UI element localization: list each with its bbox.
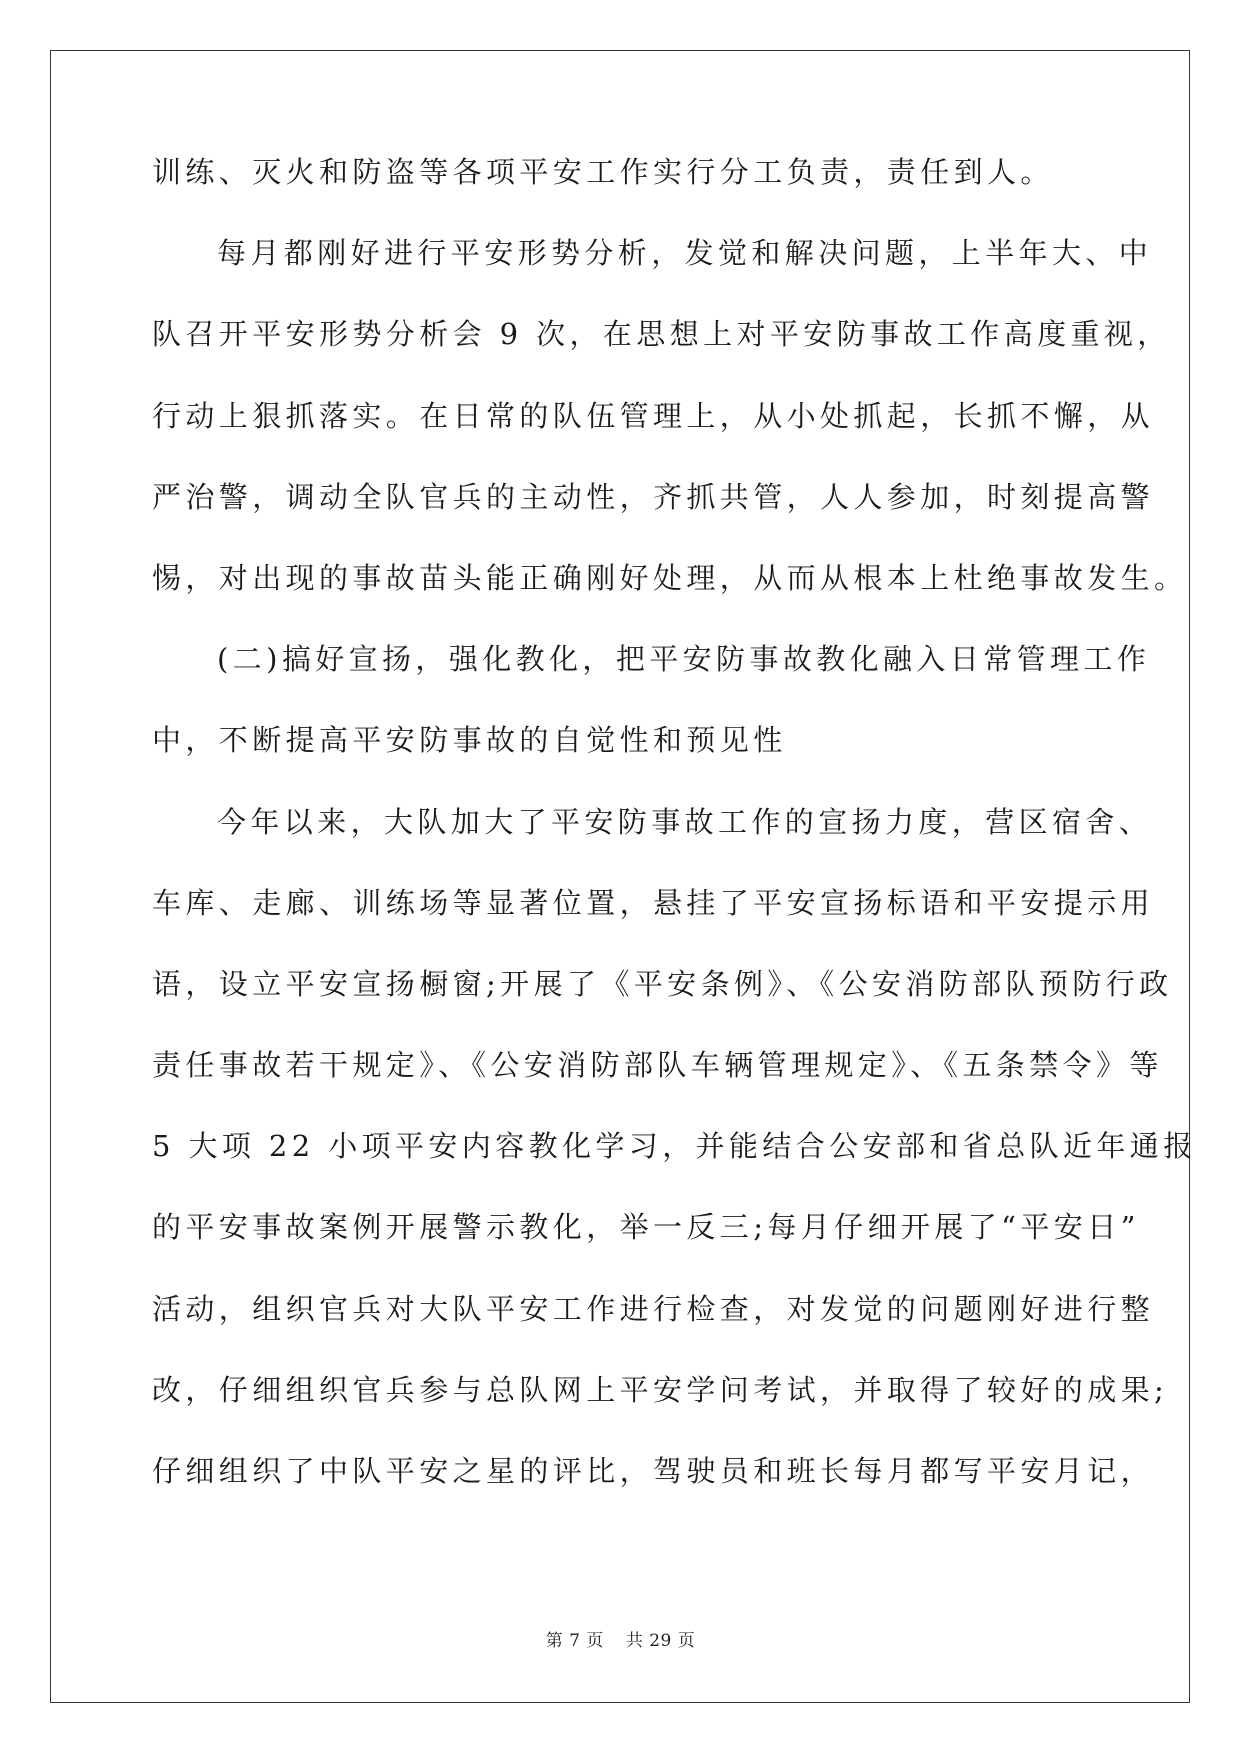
text-line-13: 5 大项 22 小项平安内容教化学习，并能结合公安部和省总队近年通报 bbox=[152, 1129, 1197, 1164]
section-heading-line-1: (二)搞好宣扬，强化教化，把平安防事故教化融入日常管理工作 bbox=[217, 642, 1151, 677]
text-line-4: 行动上狠抓落实。在日常的队伍管理上，从小处抓起，长抓不懈，从 bbox=[152, 398, 1155, 433]
text-line-5: 严治警，调动全队官兵的主动性，齐抓共管，人人参加，时刻提高警 bbox=[152, 479, 1155, 514]
text-line-17: 仔细组织了中队平安之星的评比，驾驶员和班长每月都写平安月记， bbox=[152, 1454, 1155, 1488]
text-line-10: 车库、走廊、训练场等显著位置，悬挂了平安宣扬标语和平安提示用 bbox=[152, 885, 1155, 920]
text-line-6: 惕，对出现的事故苗头能正确刚好处理，从而从根本上杜绝事故发生。 bbox=[152, 560, 1188, 595]
page-number: 第 7 页 bbox=[545, 1631, 604, 1651]
text-line-15: 活动，组织官兵对大队平安工作进行检查，对发觉的问题刚好进行整 bbox=[152, 1291, 1155, 1326]
text-line-2: 每月都刚好进行平安形势分析，发觉和解决问题，上半年大、中 bbox=[217, 236, 1153, 271]
text-line-3: 队召开平安形势分析会 9 次，在思想上对平安防事故工作高度重视， bbox=[152, 317, 1171, 352]
text-line-1: 训练、灭火和防盗等各项平安工作实行分工负责，责任到人。 bbox=[152, 155, 1054, 189]
document-body bbox=[152, 155, 1197, 1538]
text-line-14: 的平安事故案例开展警示教化，举一反三;每月仔细开展了“平安日” bbox=[152, 1210, 1140, 1245]
text-line-11: 语，设立平安宣扬橱窗;开展了《平安条例》、《公安消防部队预防行政 bbox=[152, 966, 1173, 1001]
text-line-12: 责任事故若干规定》、《公安消防部队车辆管理规定》、《五条禁令》等 bbox=[152, 1048, 1163, 1083]
page-footer bbox=[0, 1626, 1241, 1651]
page-total: 共 29 页 bbox=[625, 1631, 696, 1651]
text-line-16: 改，仔细组织官兵参与总队网上平安学问考试，并取得了较好的成果; bbox=[152, 1372, 1169, 1407]
section-heading-line-2: 中，不断提高平安防事故的自觉性和预见性 bbox=[152, 723, 787, 758]
text-line-9: 今年以来，大队加大了平安防事故工作的宣扬力度，营区宿舍、 bbox=[217, 804, 1153, 839]
